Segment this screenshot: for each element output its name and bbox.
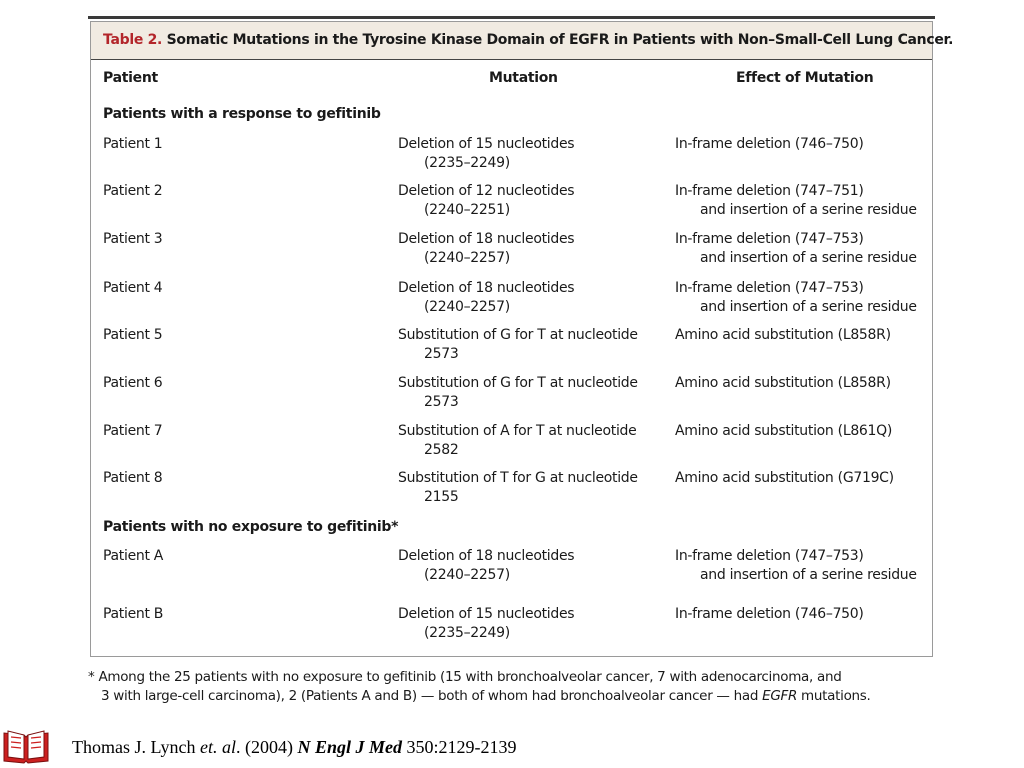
effect-cell [675,230,917,268]
patient-cell: Patient 8 [103,470,163,486]
top-rule [88,16,935,19]
effect-line: Amino acid substitution (G719C) [675,470,894,486]
mutation-line: (2240–2257) [424,250,510,266]
effect-cell [675,135,864,154]
citation [72,737,517,758]
effect-line: and insertion of a serine residue [700,202,917,218]
mutation-cell [398,374,638,412]
mutation-line: Deletion of 18 nucleotides [398,548,575,564]
effect-line: In-frame deletion (746–750) [675,606,864,622]
caption-text: Somatic Mutations in the Tyrosine Kinase Domain of EGFR in Patients with Non–Small-Cell Lung Cancer. [166,32,954,48]
footnote-line-1: * Among the 25 patients with no exposure to gefitinib (15 with bronchoalveolar cancer, 7 with adenocarcinoma, and [88,669,842,685]
effect-line: Amino acid substitution (L861Q) [675,423,893,439]
patient-cell: Patient 6 [103,375,163,391]
caption-label: Table 2. [103,32,163,48]
effect-line: In-frame deletion (747–753) [675,548,864,564]
effect-cell [675,547,917,585]
effect-cell [675,182,917,220]
mutation-line: Substitution of G for T at nucleotide [398,375,638,391]
patient-cell: Patient 5 [103,327,163,343]
mutation-line: (2235–2249) [424,155,510,171]
mutation-cell [398,605,574,643]
mutation-cell [398,547,574,585]
effect-line: In-frame deletion (746–750) [675,136,864,152]
effect-line: Amino acid substitution (L858R) [675,375,891,391]
effect-line: In-frame deletion (747–753) [675,280,864,296]
group-title: Patients with a response to gefitinib [103,106,381,122]
effect-line: and insertion of a serine residue [700,250,917,266]
citation-journal: N Engl J Med [297,737,403,757]
mutation-line: 2582 [424,442,459,458]
mutation-cell [398,469,638,507]
table-caption-bar [91,22,954,60]
mutation-line: 2155 [424,489,459,505]
header-patient: Patient [103,70,158,86]
effect-line: and insertion of a serine residue [700,299,917,315]
header-mutation: Mutation [489,70,558,86]
mutation-cell [398,326,638,364]
mutation-cell [398,182,574,220]
effect-cell [675,422,892,441]
mutation-line: Substitution of G for T at nucleotide [398,327,638,343]
citation-etal: et. al [200,737,236,757]
effect-cell [675,374,891,393]
patient-cell: Patient B [103,606,164,622]
mutation-cell [398,230,574,268]
mutation-line: (2240–2257) [424,567,510,583]
patient-cell: Patient 7 [103,423,163,439]
footnote-line-2: 3 with large-cell carcinoma), 2 (Patients A and B) — both of whom had bronchoalveolar cancer — had EGFR mutations. [101,688,871,704]
citation-year: . (2004) [236,737,298,757]
citation-ref: 350:2129-2139 [402,737,517,757]
patient-cell: Patient 3 [103,231,163,247]
effect-line: In-frame deletion (747–751) [675,183,864,199]
citation-author: Thomas J. Lynch [72,737,200,757]
mutation-cell [398,135,574,173]
effect-cell [675,469,894,488]
effect-line: and insertion of a serine residue [700,567,917,583]
mutation-cell [398,422,636,460]
footnote [88,668,938,706]
mutation-line: Deletion of 18 nucleotides [398,231,575,247]
mutation-cell [398,279,574,317]
effect-cell [675,279,917,317]
mutation-line: (2235–2249) [424,625,510,641]
mutation-line: 2573 [424,346,459,362]
effect-line: In-frame deletion (747–753) [675,231,864,247]
mutation-line: Deletion of 18 nucleotides [398,280,575,296]
mutation-line: 2573 [424,394,459,410]
patient-cell: Patient 2 [103,183,163,199]
mutation-line: Deletion of 15 nucleotides [398,606,575,622]
mutation-line: (2240–2251) [424,202,510,218]
book-icon [2,727,50,765]
mutation-line: (2240–2257) [424,299,510,315]
group-title: Patients with no exposure to gefitinib* [103,519,399,535]
patient-cell: Patient 1 [103,136,163,152]
mutation-line: Deletion of 15 nucleotides [398,136,575,152]
patient-cell: Patient 4 [103,280,163,296]
header-effect: Effect of Mutation [736,70,874,86]
patient-cell: Patient A [103,548,164,564]
effect-cell [675,605,864,624]
mutation-table [90,21,954,657]
mutation-line: Deletion of 12 nucleotides [398,183,575,199]
effect-line: Amino acid substitution (L858R) [675,327,891,343]
mutation-line: Substitution of A for T at nucleotide [398,423,637,439]
mutation-line: Substitution of T for G at nucleotide [398,470,638,486]
effect-cell [675,326,891,345]
table-caption [103,32,953,48]
